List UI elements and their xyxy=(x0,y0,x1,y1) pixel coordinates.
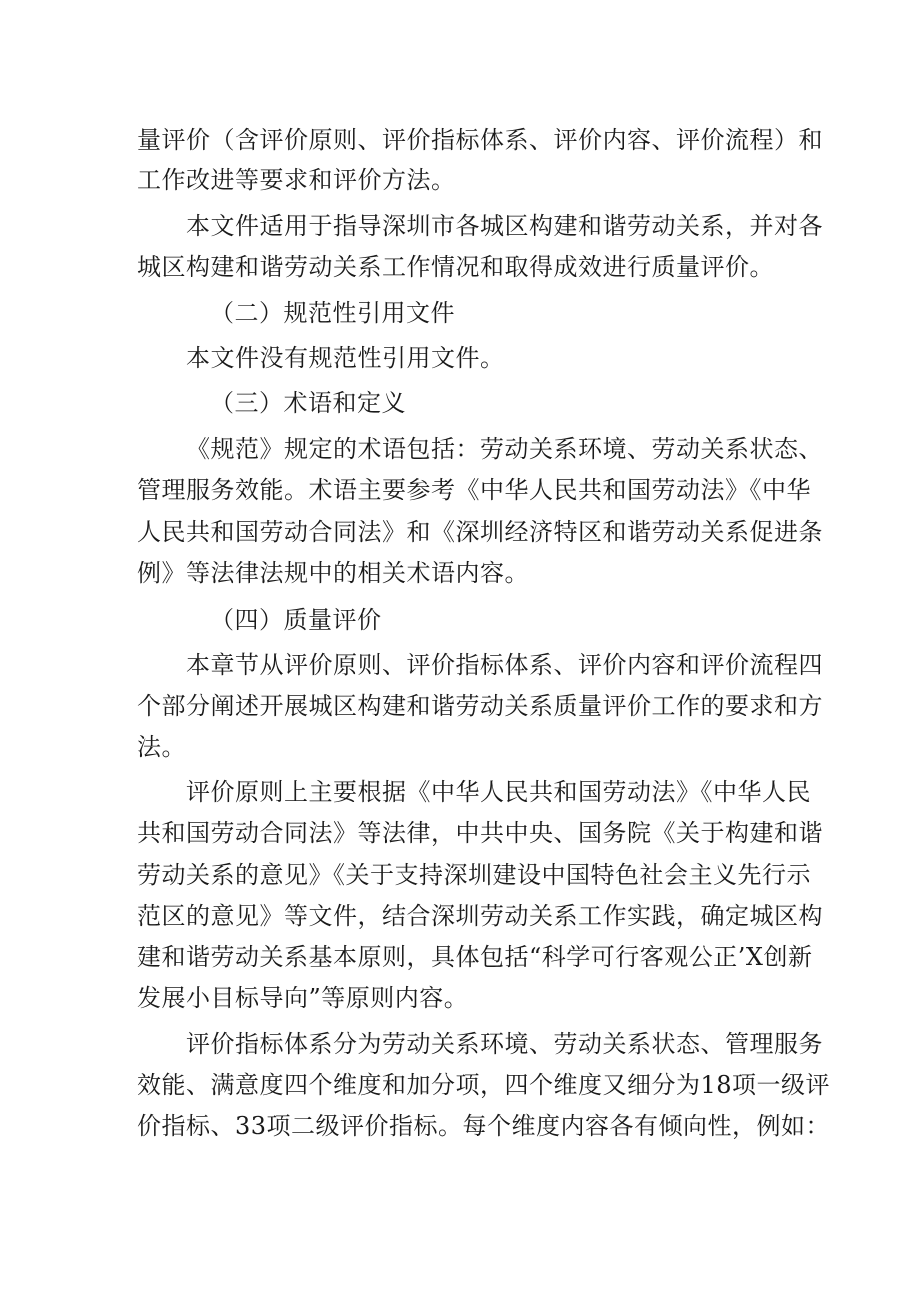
text-line: 评价指标体系分为劳动关系环境、劳动关系状态、管理服务 xyxy=(186,1030,823,1058)
text-line: 城区构建和谐劳动关系工作情况和取得成效进行质量评价。 xyxy=(137,253,774,281)
text-line: 本章节从评价原则、评价指标体系、评价内容和评价流程四 xyxy=(186,651,823,679)
text-line: 《规范》规定的术语包括：劳动关系环境、劳动关系状态、 xyxy=(186,435,823,463)
text-line: 人民共和国劳动合同法》和《深圳经济特区和谐劳动关系促进条 xyxy=(137,518,823,546)
text-line: 管理服务效能。术语主要参考《中华人民共和国劳动法》《中华 xyxy=(137,476,811,504)
text-line: 个部分阐述开展城区构建和谐劳动关系质量评价工作的要求和方 xyxy=(137,692,823,720)
text-line: 例》等法律法规中的相关术语内容。 xyxy=(137,559,529,587)
text-line: 价指标、33项二级评价指标。每个维度内容各有倾向性，例如： xyxy=(137,1112,831,1140)
text-line: 范区的意见》等文件，结合深圳劳动关系工作实践，确定城区构 xyxy=(137,902,823,930)
text-line: 工作改进等要求和评价方法。 xyxy=(137,166,456,194)
section-heading: （三）术语和定义 xyxy=(210,389,406,417)
text-line: 本文件适用于指导深圳市各城区构建和谐劳动关系，并对各 xyxy=(186,212,823,240)
text-line: 建和谐劳动关系基本原则，具体包括“科学可行客观公正’X创新 xyxy=(137,943,813,971)
text-line: 法。 xyxy=(137,733,186,761)
text-line: 效能、满意度四个维度和加分项，四个维度又细分为18项一级评 xyxy=(137,1071,831,1099)
text-line: 评价原则上主要根据《中华人民共和国劳动法》《中华人民 xyxy=(186,778,811,806)
text-line: 共和国劳动合同法》等法律，中共中央、国务院《关于构建和谐 xyxy=(137,819,823,847)
section-heading: （二）规范性引用文件 xyxy=(210,299,455,327)
text-line: 量评价（含评价原则、评价指标体系、评价内容、评价流程）和 xyxy=(137,126,823,154)
text-line: 劳动关系的意见》《关于支持深圳建设中国特色社会主义先行示 xyxy=(137,861,811,889)
text-line: 本文件没有规范性引用文件。 xyxy=(186,344,505,372)
section-heading: （四）质量评价 xyxy=(210,606,382,634)
text-line: 发展小目标导向”等原则内容。 xyxy=(137,984,469,1012)
